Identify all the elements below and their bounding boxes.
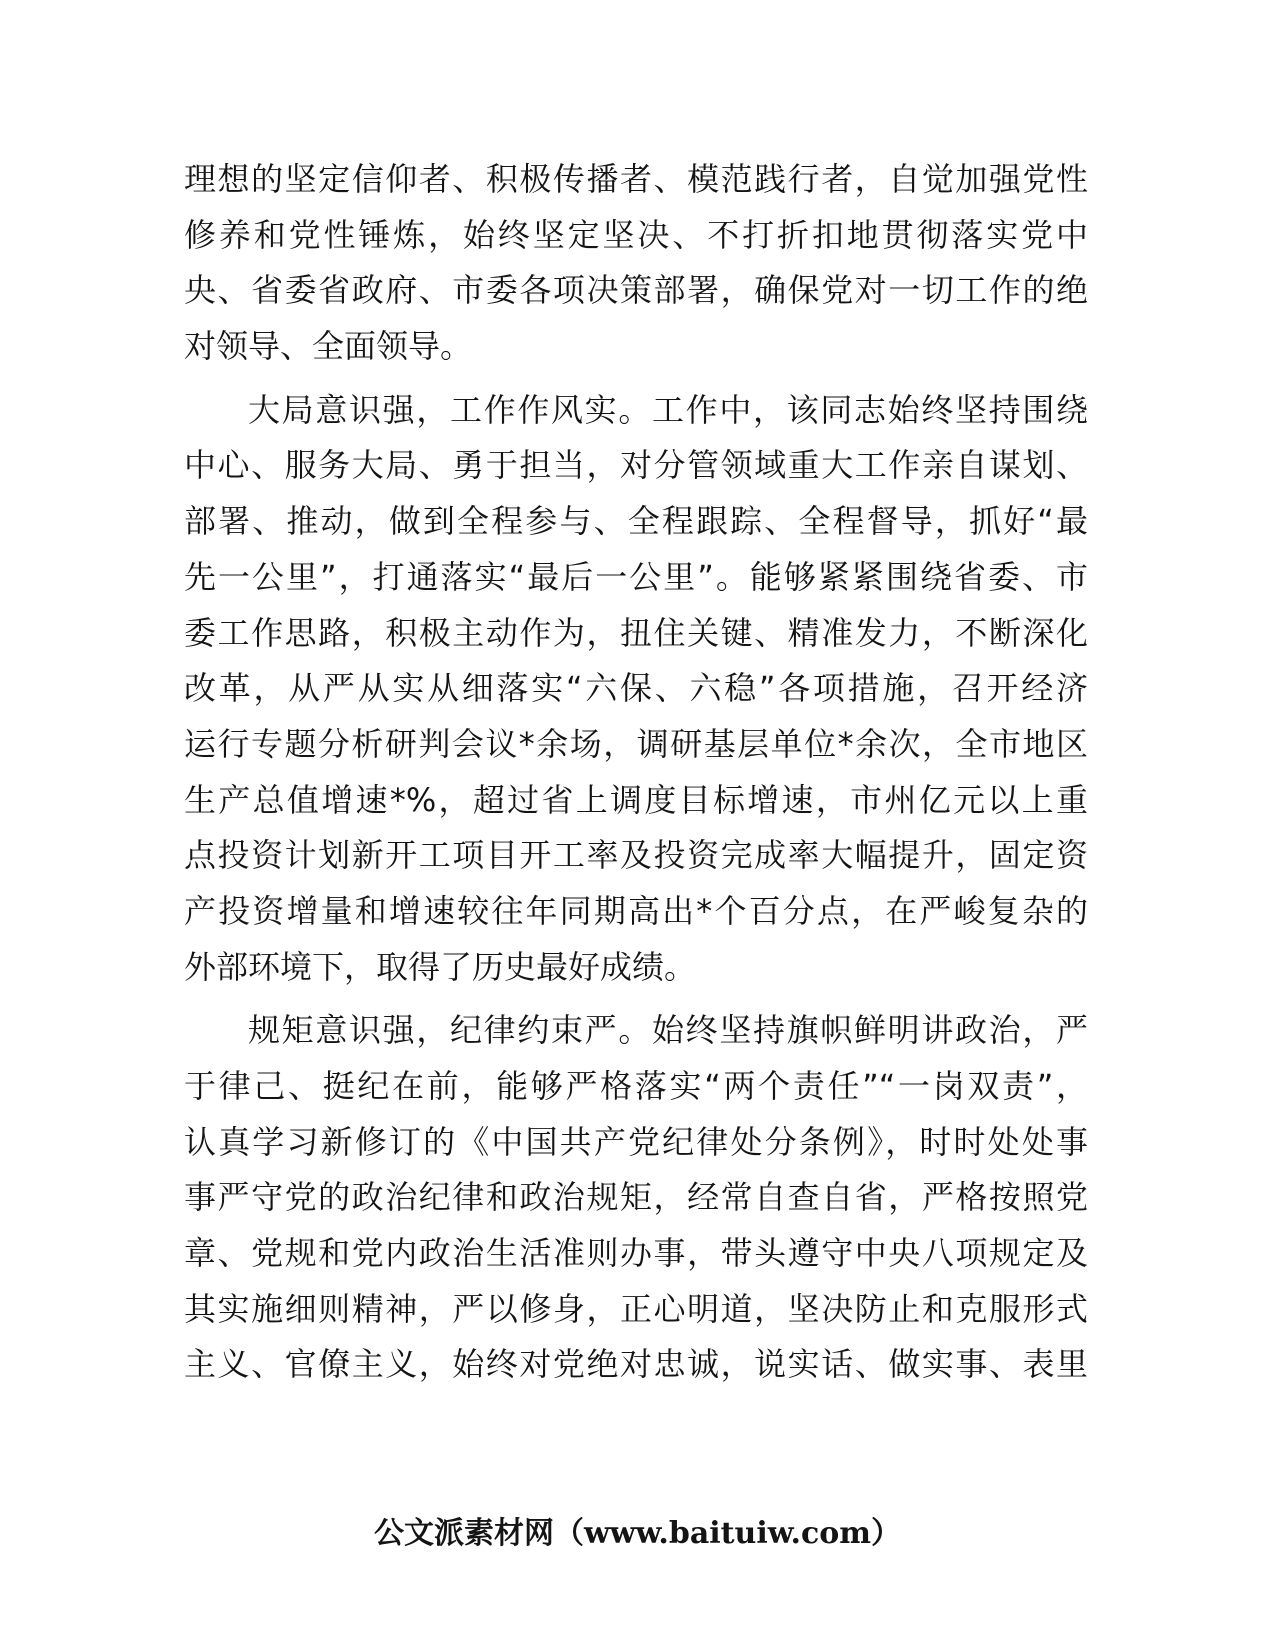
text-line: 事严守党的政治纪律和政治规矩，经常自查自省，严格按照党 xyxy=(184,1178,1088,1217)
text-line: 章、党规和党内政治生活准则办事，带头遵守中央八项规定及 xyxy=(184,1234,1088,1273)
page-footer: 公文派素材网（www.baituiw.com） xyxy=(373,1516,902,1551)
text-line: 先一公里”，打通落实“最后一公里”。能够紧紧围绕省委、市 xyxy=(184,557,1088,596)
text-line: 产投资增量和增速较往年同期高出*个百分点，在严峻复杂的 xyxy=(184,891,1088,930)
text-line: 主义、官僚主义，始终对党绝对忠诚，说实话、做实事、表里 xyxy=(184,1345,1088,1384)
text-line: 其实施细则精神，严以修身，正心明道，坚决防止和克服形式 xyxy=(184,1289,1088,1328)
text-line: 中心、服务大局、勇于担当，对分管领域重大工作亲自谋划、 xyxy=(184,446,1088,485)
text-line: 部署、推动，做到全程参与、全程跟踪、全程督导，抓好“最 xyxy=(184,502,1088,541)
text-line: 点投资计划新开工项目开工率及投资完成率大幅提升，固定资 xyxy=(184,836,1088,875)
text-line: 对领导、全面领导。 xyxy=(184,327,473,366)
paragraph-1 xyxy=(184,152,1088,375)
text-line: 大局意识强，工作作风实。工作中，该同志始终坚持围绕 xyxy=(248,390,1088,429)
text-line: 生产总值增速*%，超过省上调度目标增速，市州亿元以上重 xyxy=(184,780,1088,819)
text-line: 于律己、挺纪在前，能够严格落实“两个责任”“一岗双责”， xyxy=(184,1067,1088,1105)
paragraph-spacer xyxy=(184,375,1088,383)
text-line: 理想的坚定信仰者、积极传播者、模范践行者，自觉加强党性 xyxy=(184,160,1088,198)
text-line: 修养和党性锤炼，始终坚定坚决、不打折扣地贯彻落实党中 xyxy=(184,215,1088,254)
text-line: 认真学习新修订的《中国共产党纪律处分条例》，时时处处事 xyxy=(184,1122,1088,1161)
text-line: 委工作思路，积极主动作为，扭住关键、精准发力，不断深化 xyxy=(184,613,1088,652)
paragraph-spacer xyxy=(184,995,1088,1003)
text-line: 规矩意识强，纪律约束严。始终坚持旗帜鲜明讲政治，严 xyxy=(248,1011,1088,1050)
text-line: 运行专题分析研判会议*余场，调研基层单位*余次，全市地区 xyxy=(184,724,1088,763)
document-body xyxy=(184,152,1088,1393)
text-line: 改革，从严从实从细落实“六保、六稳”各项措施，召开经济 xyxy=(184,669,1088,708)
text-line: 外部环境下，取得了历史最好成绩。 xyxy=(184,947,697,986)
text-line: 央、省委省政府、市委各项决策部署，确保党对一切工作的绝 xyxy=(184,271,1088,310)
paragraph-2 xyxy=(184,383,1088,996)
paragraph-3 xyxy=(184,1003,1088,1393)
